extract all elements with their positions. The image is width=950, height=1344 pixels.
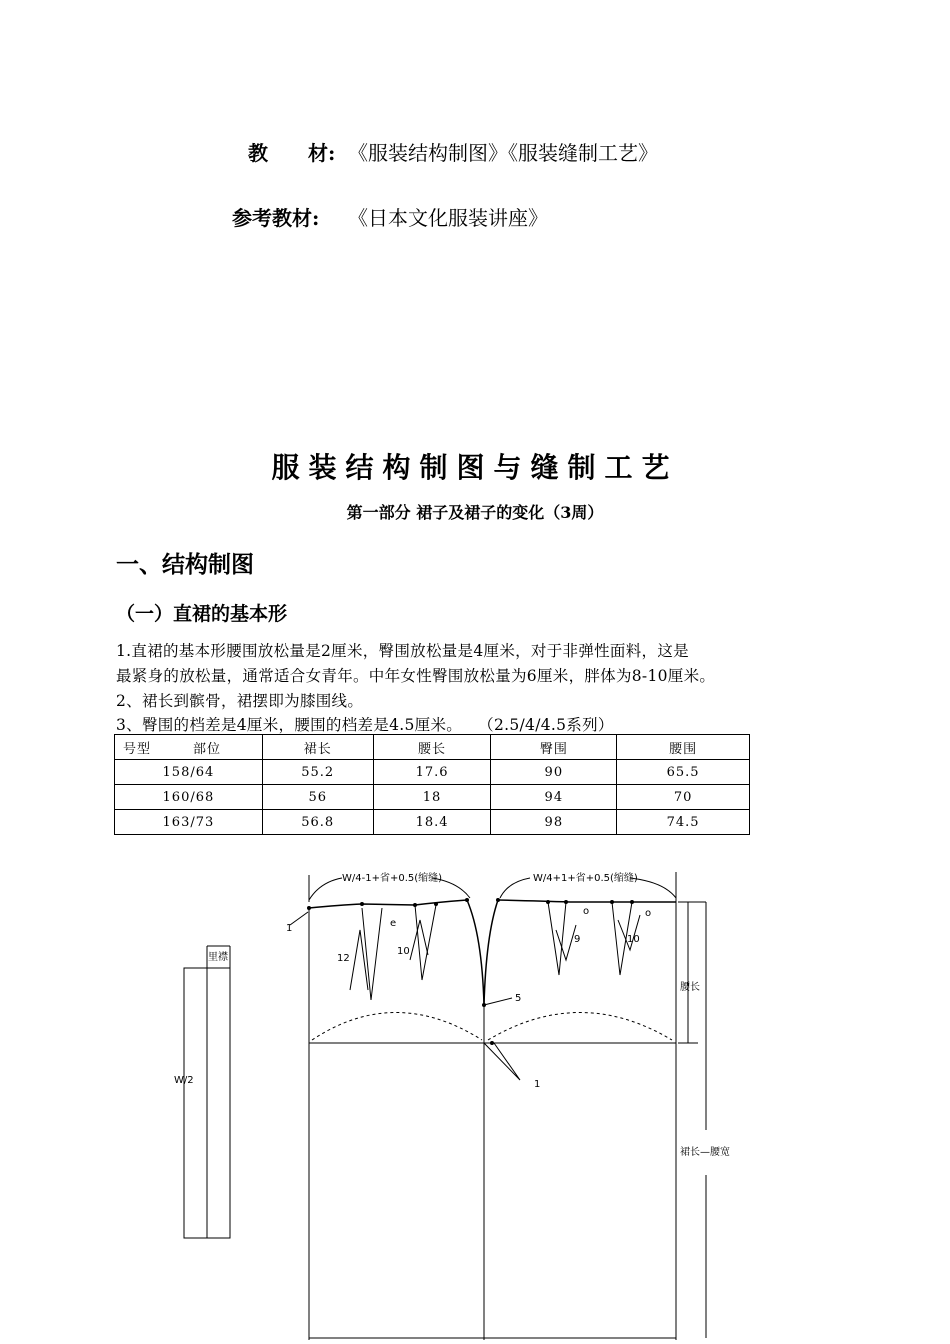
- dart-back-1: [362, 908, 382, 1000]
- side-seam-back: [467, 900, 484, 1005]
- paragraph-line: 2、裙长到髌骨，裙摆即为膝围线。: [116, 692, 364, 710]
- pattern-point: [465, 898, 469, 902]
- textbook-label: 教 材:: [248, 141, 336, 165]
- label-num: 9: [574, 934, 581, 945]
- pattern-point: [413, 903, 417, 907]
- hip-arc-back: [312, 1013, 482, 1041]
- leader-line: [484, 998, 512, 1005]
- table-cell: 94: [491, 785, 617, 810]
- table-cell: 163/73: [115, 810, 263, 835]
- label-num: 1: [534, 1079, 541, 1090]
- subsection-heading: （一）直裙的基本形: [116, 603, 288, 625]
- leader-line: [410, 920, 428, 960]
- label-num: o: [583, 906, 590, 917]
- pattern-point: [434, 902, 438, 906]
- table-cell: 70: [617, 785, 750, 810]
- label-num: 10: [627, 934, 640, 945]
- table-cell: 17.6: [373, 760, 491, 785]
- pattern-point: [482, 1003, 486, 1007]
- label-lining: 里襟: [208, 952, 228, 963]
- label-hip-depth: 腰长: [680, 982, 700, 993]
- table-header-cell: 腰长: [373, 735, 491, 760]
- section-heading: 一、结构制图: [116, 552, 254, 578]
- label-num: 12: [337, 953, 350, 964]
- label-back-waist: W/4-1+省+0.5(缩缝): [342, 873, 443, 884]
- label-skirt-length: 裙长—腰宽: [680, 1147, 730, 1158]
- leader-line: [484, 1043, 520, 1080]
- paragraph-line: 最紧身的放松量，通常适合女青年。中年女性臀围放松量为6厘米，胖体为8-10厘米。: [116, 667, 716, 685]
- table-cell: 18.4: [373, 810, 491, 835]
- table-cell: 65.5: [617, 760, 750, 785]
- pattern-point: [630, 900, 634, 904]
- table-header-cell: 臀围: [491, 735, 617, 760]
- table-header-cell: 腰围: [617, 735, 750, 760]
- pattern-point: [610, 900, 614, 904]
- paragraph-line: 3、臀围的档差是4厘米，腰围的档差是4.5厘米。 （2.5/4/4.5系列）: [116, 716, 614, 734]
- label-num: 5: [515, 993, 522, 1004]
- table-cell: 158/64: [115, 760, 263, 785]
- pattern-point: [564, 900, 568, 904]
- document-subtitle: 第一部分 裙子及裙子的变化（3周）: [346, 503, 604, 522]
- paragraph-line: 1.直裙的基本形腰围放松量是2厘米，臀围放松量是4厘米，对于非弹性面料，这是: [116, 642, 689, 660]
- table-cell: 55.2: [262, 760, 373, 785]
- leader-line: [290, 912, 308, 925]
- document-title: 服装结构制图与缝制工艺: [271, 451, 679, 484]
- label-front-waist: W/4+1+省+0.5(缩缝): [533, 873, 638, 884]
- waist-curve: [309, 900, 676, 908]
- table-cell: 90: [491, 760, 617, 785]
- label-num: e: [390, 918, 397, 929]
- reference-value: 《日本文化服装讲座》: [348, 206, 548, 230]
- table-cell: 160/68: [115, 785, 263, 810]
- table-header-cell: 号型 部位: [115, 735, 263, 760]
- table-cell: 98: [491, 810, 617, 835]
- leader-line: [556, 925, 576, 960]
- table-cell: 74.5: [617, 810, 750, 835]
- pattern-point: [496, 898, 500, 902]
- textbook-value: 《服装结构制图》《服装缝制工艺》: [348, 141, 658, 165]
- label-num: 10: [397, 946, 410, 957]
- dart-front-1: [548, 902, 566, 975]
- label-num: 1: [286, 923, 293, 934]
- side-seam-front: [484, 900, 498, 1005]
- table-cell: 56.8: [262, 810, 373, 835]
- label-w2: W/2: [174, 1075, 194, 1086]
- label-num: o: [645, 908, 652, 919]
- table-header-cell: 裙长: [262, 735, 373, 760]
- pattern-point: [490, 1041, 494, 1045]
- pattern-point: [360, 902, 364, 906]
- table-cell: 56: [262, 785, 373, 810]
- reference-label: 参考教材:: [232, 206, 320, 230]
- table-cell: 18: [373, 785, 491, 810]
- pattern-point: [307, 906, 311, 910]
- pattern-point: [546, 900, 550, 904]
- hip-arc-front: [488, 1013, 672, 1041]
